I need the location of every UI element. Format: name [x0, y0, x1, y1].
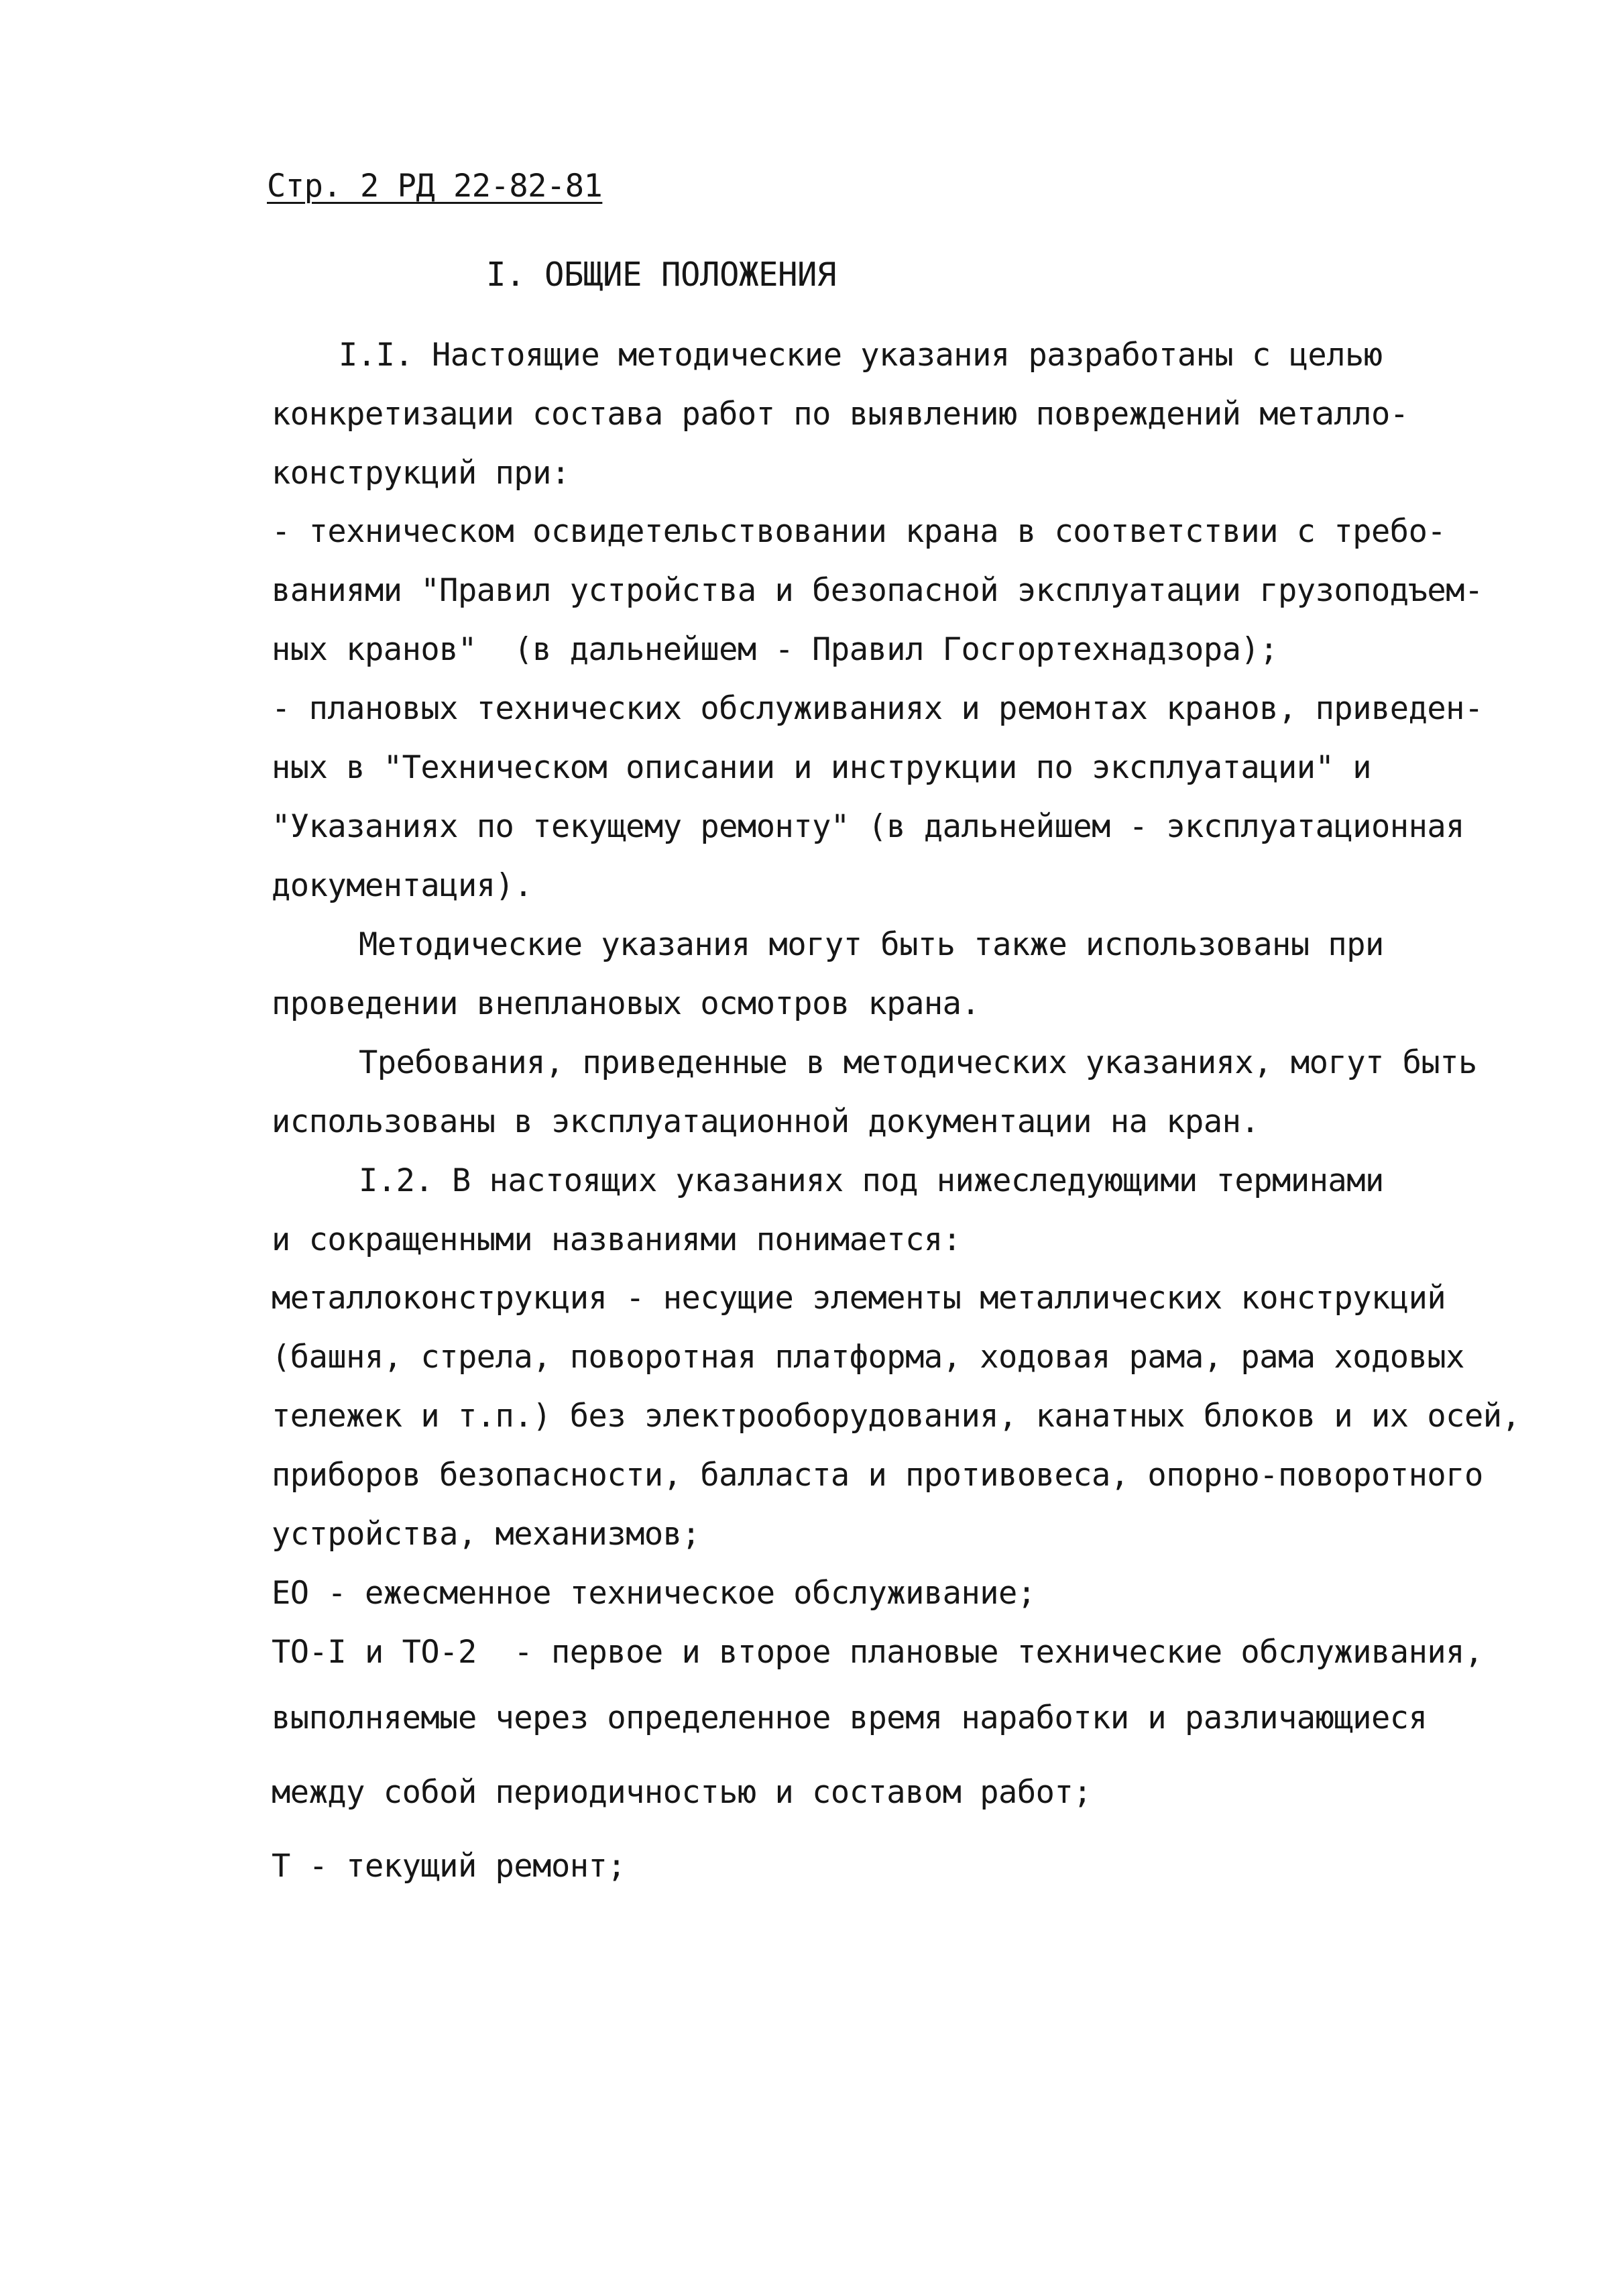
paragraph-line: - плановых технических обслуживаниях и ремонтах кранов, приведен-	[272, 690, 1483, 727]
paragraph-line: Т - текущий ремонт;	[272, 1848, 626, 1885]
paragraph-line: ных в "Техническом описании и инструкции по эксплуатации" и	[272, 749, 1371, 786]
page-header: Стр. 2 РД 22-82-81	[267, 168, 603, 205]
paragraph-line: конструкций при:	[272, 455, 570, 492]
paragraph-line: металлоконструкция - несущие элементы металлических конструкций	[272, 1280, 1446, 1317]
paragraph-line: использованы в эксплуатационной документации на кран.	[272, 1103, 1260, 1140]
paragraph-line: ваниями "Правил устройства и безопасной эксплуатации грузоподъем-	[272, 572, 1483, 609]
paragraph-line: устройства, механизмов;	[272, 1516, 701, 1553]
paragraph-line: "Указаниях по текущему ремонту" (в дальнейшем - эксплуатационная	[272, 808, 1464, 845]
paragraph-line: ТО-I и ТО-2 - первое и второе плановые технические обслуживания,	[272, 1634, 1483, 1671]
paragraph-line: документация).	[272, 867, 533, 904]
section-title: I. ОБЩИЕ ПОЛОЖЕНИЯ	[486, 256, 837, 294]
paragraph-line: проведении внеплановых осмотров крана.	[272, 985, 980, 1022]
paragraph-line: Методические указания могут быть также использованы при	[359, 926, 1384, 963]
paragraph-line: I.2. В настоящих указаниях под нижеследующими терминами	[359, 1162, 1384, 1199]
paragraph-line: ных кранов" (в дальнейшем - Правил Госгортехнадзора);	[272, 631, 1279, 668]
paragraph-line: - техническом освидетельствовании крана в соответствии с требо-	[272, 513, 1446, 550]
paragraph-line: ЕО - ежесменное техническое обслуживание;	[272, 1575, 1036, 1612]
paragraph-line: тележек и т.п.) без электрооборудования, канатных блоков и их осей,	[272, 1398, 1521, 1435]
paragraph-line: Требования, приведенные в методических указаниях, могут быть	[359, 1044, 1477, 1081]
paragraph-line: приборов безопасности, балласта и противовеса, опорно-поворотного	[272, 1457, 1483, 1494]
paragraph-line: и сокращенными названиями понимается:	[272, 1221, 962, 1258]
paragraph-line: выполняемые через определенное время наработки и различающиеся	[272, 1700, 1428, 1736]
paragraph-line: конкретизации состава работ по выявлению повреждений металло-	[272, 396, 1409, 433]
paragraph-line: (башня, стрела, поворотная платформа, ходовая рама, рама ходовых	[272, 1339, 1464, 1376]
paragraph-line: между собой периодичностью и составом работ;	[272, 1774, 1092, 1811]
paragraph-line: I.I. Настоящие методические указания разработаны с целью	[339, 337, 1383, 374]
